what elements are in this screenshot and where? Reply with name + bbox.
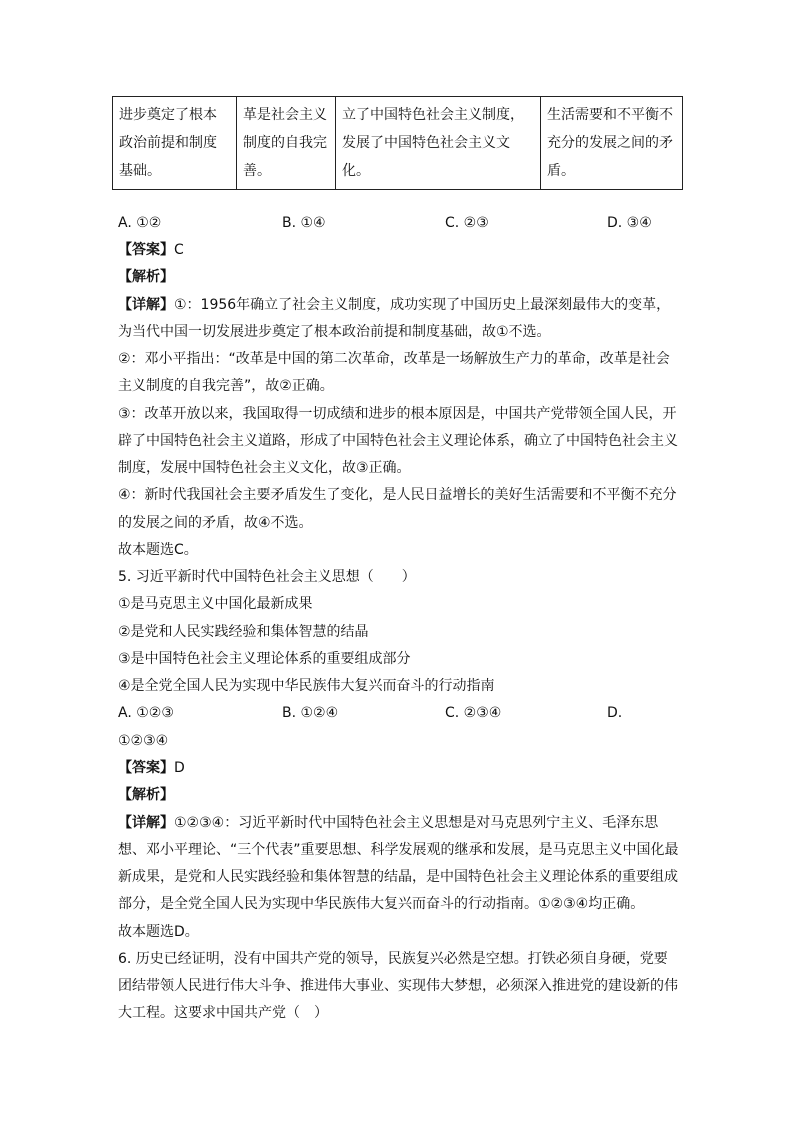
detail-text: ①：1956年确立了社会主义制度，成功实现了中国历史上最深刻最伟大的变革， [174, 297, 671, 313]
detail-line: 新成果，是党和人民实践经验和集体智慧的结晶，是中国特色社会主义理论体系的重要组成 [118, 869, 678, 885]
detail-line: 制度，发展中国特色社会主义文化，故③正确。 [118, 460, 411, 476]
table-cell: 立了中国特色社会主义制度，发展了中国特色社会主义文化。 [336, 97, 541, 190]
table-cell: 革是社会主义制度的自我完善。 [237, 97, 336, 190]
answer-value: D [174, 760, 185, 776]
choice-b: B. ①②④ [282, 705, 339, 721]
conclusion-line: 故本题选D。 [118, 924, 199, 940]
detail-line: 的发展之间的矛盾，故④不选。 [118, 515, 313, 531]
choice-b: B. ①④ [282, 215, 326, 231]
detail-line: ②：邓小平指出：“改革是中国的第二次革命，改革是一场解放生产力的革命，改革是社会 [118, 351, 670, 367]
statement-item: ②是党和人民实践经验和集体智慧的结晶 [118, 624, 369, 640]
choice-c: C. ②③④ [445, 705, 502, 721]
detail-line: 部分，是全党全国人民为实现中华民族伟大复兴而奋斗的行动指南。①②③④均正确。 [118, 896, 645, 912]
analysis-tag: 【解析】 [118, 269, 174, 285]
detail-line: 辟了中国特色社会主义道路，形成了中国特色社会主义理论体系，确立了中国特色社会主义 [118, 433, 678, 449]
answer-line [118, 240, 184, 260]
choice-d-text: ①②③④ [118, 733, 169, 749]
detail-text: ①②③④：习近平新时代中国特色社会主义思想是对马克思列宁主义、毛泽东思 [174, 815, 659, 831]
answer-value: C [174, 242, 184, 258]
detail-line: 想、邓小平理论、“三个代表”重要思想、科学发展观的继承和发展，是马克思主义中国化最 [118, 842, 679, 858]
question-stem: 大工程。这要求中国共产党（ ） [118, 1005, 328, 1021]
question-stem: 团结带领人民进行伟大斗争、推进伟大事业、实现伟大梦想，必须深入推进党的建设新的伟 [118, 978, 678, 994]
statement-item: ④是全党全国人民为实现中华民族伟大复兴而奋斗的行动指南 [118, 678, 495, 694]
detail-line: ③：改革开放以来，我国取得一切成绩和进步的根本原因是，中国共产党带领全国人民，开 [118, 406, 677, 422]
detail-tag: 【详解】 [118, 297, 174, 313]
detail-line: 主义制度的自我完善”，故②正确。 [118, 378, 334, 394]
detail-line [118, 813, 658, 833]
answer-line [118, 758, 185, 778]
choice-d: D. [607, 705, 623, 721]
statement-item: ①是马克思主义中国化最新成果 [118, 596, 313, 612]
answer-tag: 【答案】 [118, 242, 174, 258]
detail-line: 为当代中国一切发展进步奠定了根本政治前提和制度基础，故①不选。 [118, 324, 551, 340]
answer-tag: 【答案】 [118, 760, 174, 776]
table-row [113, 97, 683, 190]
conclusion-line: 故本题选C。 [118, 542, 198, 558]
detail-line: ④：新时代我国社会主要矛盾发生了变化，是人民日益增长的美好生活需要和不平衡不充分 [118, 487, 677, 503]
table-cell: 进步奠定了根本政治前提和制度基础。 [113, 97, 237, 190]
choice-d: D. ③④ [607, 215, 652, 231]
analysis-tag: 【解析】 [118, 787, 174, 803]
detail-tag: 【详解】 [118, 815, 174, 831]
choice-c: C. ②③ [445, 215, 489, 231]
table-cell: 生活需要和不平衡不充分的发展之间的矛盾。 [541, 97, 683, 190]
options-table [112, 96, 683, 190]
choice-a: A. ①②③ [118, 705, 174, 721]
question-stem: 5. 习近平新时代中国特色社会主义思想（ ） [118, 569, 416, 585]
detail-line [118, 295, 670, 315]
choice-a: A. ①② [118, 215, 162, 231]
statement-item: ③是中国特色社会主义理论体系的重要组成部分 [118, 651, 411, 667]
question-stem: 6. 历史已经证明，没有中国共产党的领导，民族复兴必然是空想。打铁必须自身硬，党要 [118, 951, 668, 967]
